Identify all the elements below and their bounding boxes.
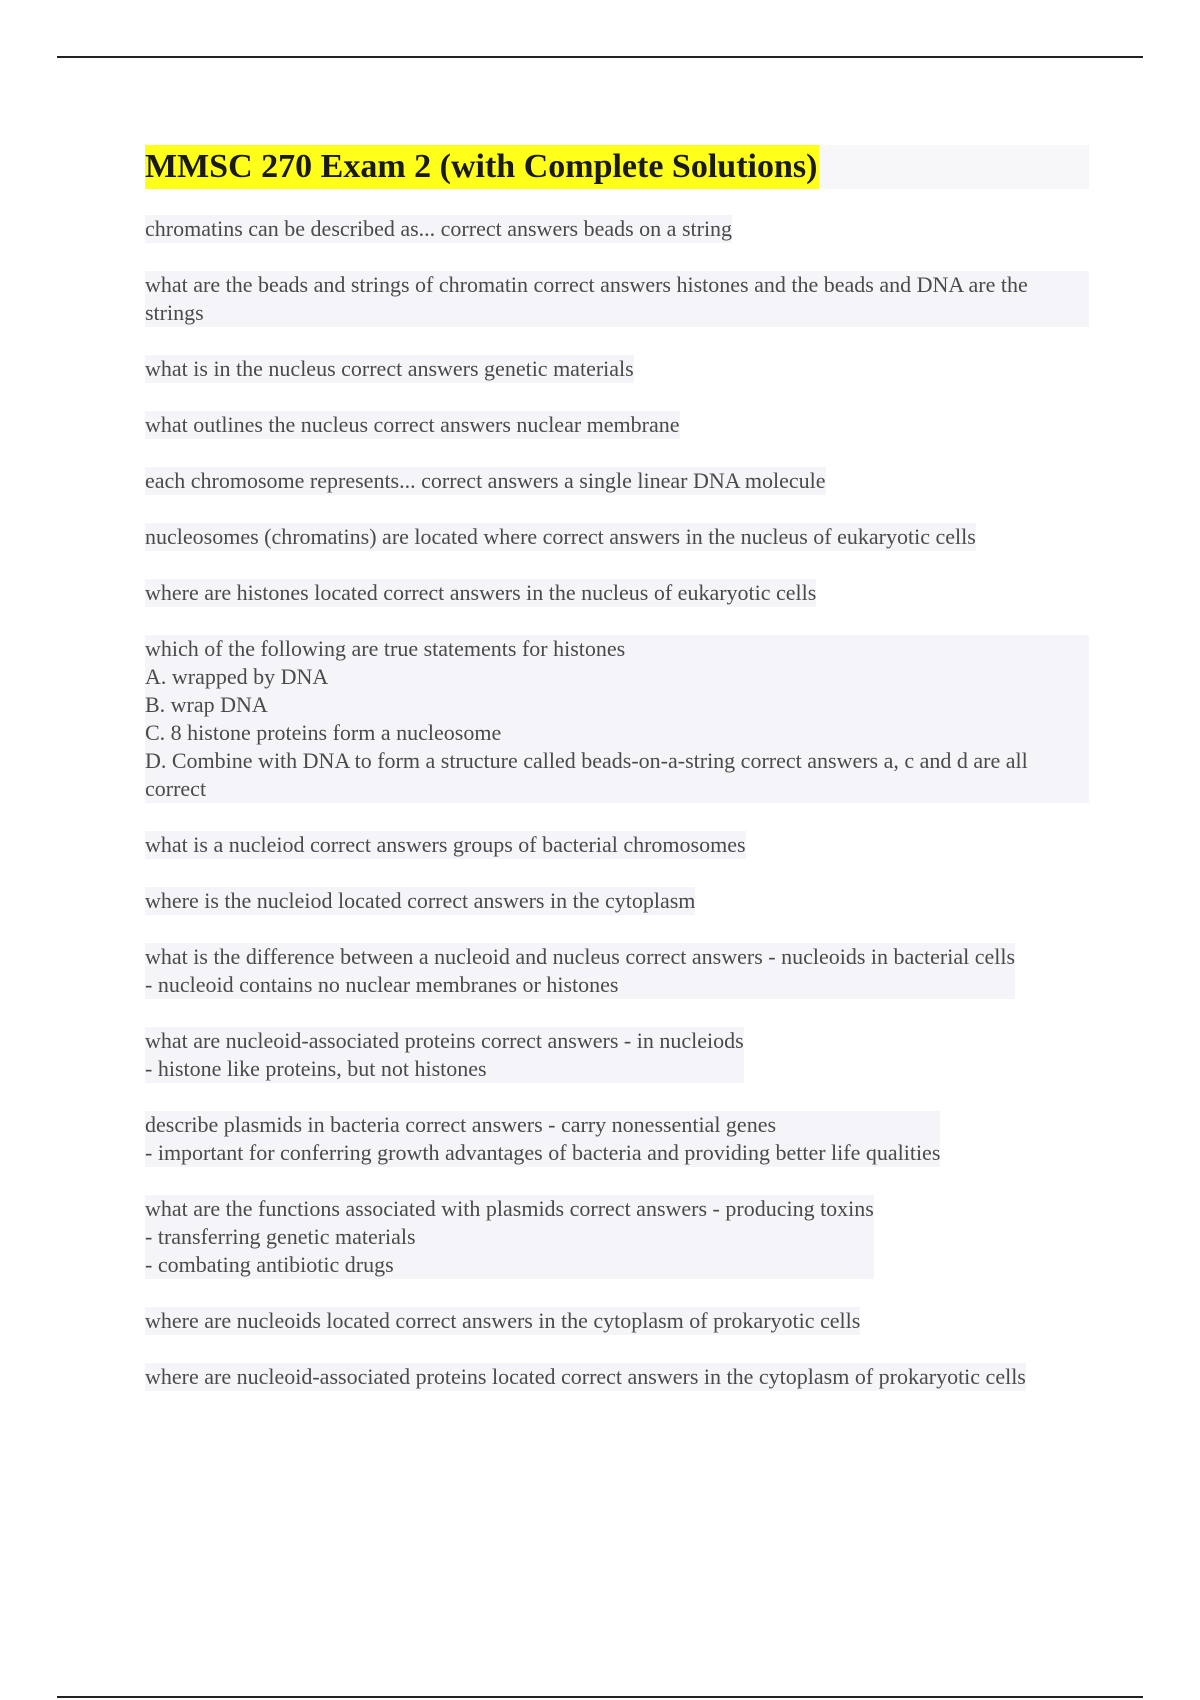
qa-line: - nucleoid contains no nuclear membranes or histones xyxy=(145,972,619,997)
document-title: MMSC 270 Exam 2 (with Complete Solutions) xyxy=(145,145,819,189)
qa-list xyxy=(145,215,1089,1419)
qa-text xyxy=(145,831,746,859)
qa-line: D. Combine with DNA to form a structure called beads-on-a-string correct answers a, c and d are all correct xyxy=(145,748,1034,801)
qa-line: what is the difference between a nucleoid and nucleus correct answers - nucleoids in bacterial cells xyxy=(145,944,1016,969)
qa-item xyxy=(145,1195,1089,1307)
qa-item xyxy=(145,1363,1089,1419)
document-body xyxy=(145,145,1089,1419)
qa-line: what are nucleoid-associated proteins correct answers - in nucleiods xyxy=(145,1028,744,1053)
qa-line: where is the nucleiod located correct answers in the cytoplasm xyxy=(145,888,696,913)
qa-line: describe plasmids in bacteria correct answers - carry nonessential genes xyxy=(145,1112,777,1137)
qa-item xyxy=(145,887,1089,943)
qa-line: each chromosome represents... correct answers a single linear DNA molecule xyxy=(145,468,826,493)
qa-line: A. wrapped by DNA xyxy=(145,664,329,689)
qa-text xyxy=(145,1027,744,1083)
qa-line: where are nucleoid-associated proteins located correct answers in the cytoplasm of prokaryotic cells xyxy=(145,1364,1026,1389)
qa-line: - histone like proteins, but not histones xyxy=(145,1056,487,1081)
qa-item xyxy=(145,1027,1089,1111)
qa-line: chromatins can be described as... correct answers beads on a string xyxy=(145,216,733,241)
qa-text xyxy=(145,1363,1026,1391)
qa-line: B. wrap DNA xyxy=(145,692,268,717)
qa-text xyxy=(145,1307,860,1335)
qa-item xyxy=(145,1111,1089,1195)
qa-text xyxy=(145,943,1015,999)
qa-item xyxy=(145,1307,1089,1363)
qa-text xyxy=(145,411,680,439)
qa-line: - transferring genetic materials xyxy=(145,1224,416,1249)
qa-text xyxy=(145,271,1089,327)
qa-text xyxy=(145,1195,874,1279)
qa-line: where are histones located correct answers in the nucleus of eukaryotic cells xyxy=(145,580,817,605)
qa-item xyxy=(145,523,1089,579)
qa-line: nucleosomes (chromatins) are located where correct answers in the nucleus of eukaryotic cells xyxy=(145,524,976,549)
qa-item xyxy=(145,467,1089,523)
top-rule xyxy=(57,56,1143,58)
qa-text xyxy=(145,1111,940,1167)
qa-text xyxy=(145,467,826,495)
qa-text xyxy=(145,887,695,915)
qa-item xyxy=(145,271,1089,355)
title-band xyxy=(145,145,1089,189)
qa-item xyxy=(145,579,1089,635)
qa-line: what are the functions associated with plasmids correct answers - producing toxins xyxy=(145,1196,874,1221)
bottom-rule xyxy=(57,1696,1143,1698)
qa-item xyxy=(145,215,1089,271)
qa-item xyxy=(145,635,1089,831)
qa-line: what outlines the nucleus correct answers nuclear membrane xyxy=(145,412,680,437)
qa-text xyxy=(145,523,976,551)
qa-item xyxy=(145,355,1089,411)
qa-line: C. 8 histone proteins form a nucleosome xyxy=(145,720,502,745)
qa-line: which of the following are true statements for histones xyxy=(145,636,626,661)
qa-line: - important for conferring growth advantages of bacteria and providing better life qualities xyxy=(145,1140,941,1165)
qa-item xyxy=(145,411,1089,467)
qa-text xyxy=(145,579,816,607)
qa-line: what is a nucleiod correct answers groups of bacterial chromosomes xyxy=(145,832,746,857)
qa-item xyxy=(145,831,1089,887)
qa-item xyxy=(145,943,1089,1027)
qa-line: what are the beads and strings of chromatin correct answers histones and the beads and DNA are the strings xyxy=(145,272,1034,325)
qa-line: where are nucleoids located correct answers in the cytoplasm of prokaryotic cells xyxy=(145,1308,861,1333)
qa-text xyxy=(145,215,732,243)
qa-line: what is in the nucleus correct answers genetic materials xyxy=(145,356,634,381)
qa-text xyxy=(145,635,1089,803)
qa-line: - combating antibiotic drugs xyxy=(145,1252,394,1277)
qa-text xyxy=(145,355,634,383)
